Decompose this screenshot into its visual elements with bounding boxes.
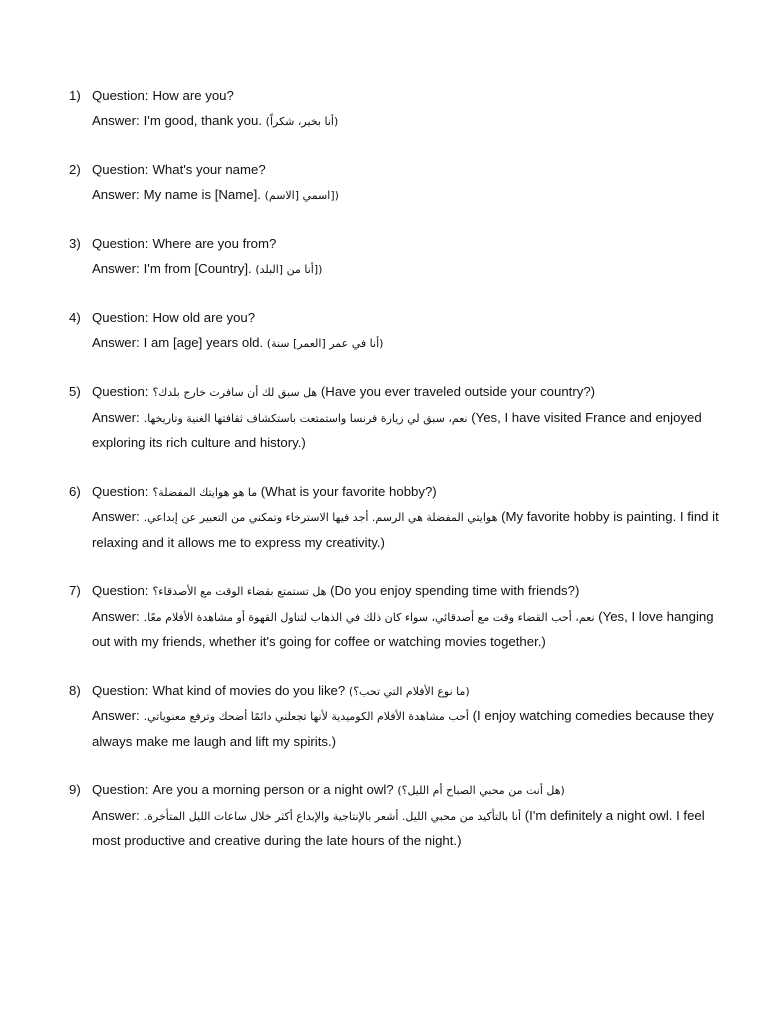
answer-line <box>92 704 729 754</box>
qa-list <box>69 84 729 878</box>
answer-prefix: Answer: <box>92 186 140 202</box>
item-number: 1) <box>69 88 81 103</box>
answer-arabic: هوايتي المفضلة هي الرسم. أجد فيها الاسترخاء وتمكني من التعبير عن إبداعي. <box>143 511 498 524</box>
answer-line <box>92 406 729 456</box>
answer-english: My name is [Name]. <box>143 186 261 202</box>
answer-arabic: أنا بالتأكيد من محبي الليل. أشعر بالإنتاجية والإبداع أكثر خلال ساعات الليل المتأخرة. <box>143 809 522 823</box>
item-number: 9) <box>69 782 81 797</box>
item-number: 5) <box>69 384 81 399</box>
qa-body <box>92 679 729 755</box>
question-line <box>92 778 729 804</box>
question-line <box>92 84 729 109</box>
question-arabic: ما هو هوايتك المفضلة؟ <box>152 485 258 499</box>
answer-line <box>92 605 729 655</box>
answer-arabic: نعم، أحب القضاء وقت مع أصدقائي، سواء كان ذلك في الذهاب لتناول القهوة أو مشاهدة الأفلام معًا. <box>143 610 595 624</box>
question-line <box>92 679 729 705</box>
answer-english: I'm from [Country]. <box>143 260 252 276</box>
answer-line <box>92 331 729 357</box>
qa-item <box>69 778 729 854</box>
item-number: 2) <box>69 162 81 177</box>
answer-prefix: Answer: <box>92 509 140 524</box>
question-line <box>92 480 729 506</box>
qa-body <box>92 232 729 282</box>
question-line <box>92 306 729 331</box>
answer-english: (I'm definitely a night owl. I feel most productive and creative during the late hours of the night.) <box>92 807 705 848</box>
answer-prefix: Answer: <box>92 409 140 425</box>
question-arabic: (ما نوع الأفلام التي تحب؟) <box>348 684 470 698</box>
question-line <box>92 232 729 257</box>
answer-arabic: أحب مشاهدة الأفلام الكوميدية لأنها تجعلني دائمًا أضحك وترفع معنوياتي. <box>143 710 469 723</box>
qa-item <box>69 380 729 456</box>
question-line <box>92 579 729 605</box>
answer-prefix: Answer: <box>92 260 140 276</box>
question-prefix: Question: <box>92 162 149 177</box>
question-english: (Have you ever traveled outside your country?) <box>320 384 596 399</box>
answer-line <box>92 804 729 854</box>
answer-prefix: Answer: <box>92 608 140 624</box>
qa-item <box>69 158 729 208</box>
answer-prefix: Answer: <box>92 334 140 350</box>
answer-english: (I enjoy watching comedies because they always make me laugh and lift my spirits.) <box>92 708 714 749</box>
qa-body <box>92 579 729 655</box>
qa-body <box>92 158 729 208</box>
question-text: How are you? <box>152 88 234 103</box>
question-text: How old are you? <box>152 310 256 325</box>
answer-arabic: (أنا بخير، شكراً) <box>265 114 339 128</box>
qa-body <box>92 306 729 356</box>
question-prefix: Question: <box>92 384 149 399</box>
question-english: (What is your favorite hobby?) <box>260 483 437 499</box>
item-number: 4) <box>69 310 81 325</box>
answer-arabic: ([اسمي [الاسم) <box>264 188 339 202</box>
question-text: Where are you from? <box>152 236 277 251</box>
question-arabic: هل سبق لك أن سافرت خارج بلدك؟ <box>152 386 318 399</box>
answer-english: (Yes, I have visited France and enjoyed exploring its rich culture and history.) <box>92 409 702 450</box>
question-prefix: Question: <box>92 310 149 325</box>
answer-arabic: ([أنا من [البلد) <box>255 262 323 276</box>
question-english: (Do you enjoy spending time with friends?) <box>330 583 580 598</box>
answer-english: (Yes, I love hanging out with my friends, whether it's going for coffee or watching movies together.) <box>92 608 714 649</box>
answer-arabic: نعم، سبق لي زيارة فرنسا واستمتعت باستكشاف ثقافتها الغنية وتاريخها. <box>143 411 468 425</box>
answer-line <box>92 109 729 135</box>
question-english: Are you a morning person or a night owl? <box>152 782 394 797</box>
qa-item <box>69 306 729 356</box>
answer-prefix: Answer: <box>92 112 140 128</box>
answer-prefix: Answer: <box>92 708 140 723</box>
answer-english: I'm good, thank you. <box>143 112 262 128</box>
qa-body <box>92 84 729 134</box>
question-prefix: Question: <box>92 236 149 251</box>
question-prefix: Question: <box>92 782 149 797</box>
answer-prefix: Answer: <box>92 807 140 823</box>
qa-body <box>92 480 729 556</box>
qa-item <box>69 579 729 655</box>
question-prefix: Question: <box>92 88 149 103</box>
answer-line <box>92 505 729 555</box>
item-number: 7) <box>69 583 81 598</box>
question-english: What kind of movies do you like? <box>152 682 346 698</box>
qa-body <box>92 380 729 456</box>
answer-line <box>92 183 729 209</box>
item-number: 6) <box>69 483 81 499</box>
qa-body <box>92 778 729 854</box>
question-arabic: هل تستمتع بقضاء الوقت مع الأصدقاء؟ <box>152 585 327 598</box>
question-line <box>92 158 729 183</box>
qa-item <box>69 480 729 556</box>
qa-item <box>69 679 729 755</box>
question-prefix: Question: <box>92 682 149 698</box>
answer-line <box>92 257 729 283</box>
answer-arabic: (أنا في عمر [العمر] سنة) <box>266 336 384 350</box>
item-number: 8) <box>69 682 81 698</box>
question-prefix: Question: <box>92 483 149 499</box>
answer-english: I am [age] years old. <box>143 334 264 350</box>
question-prefix: Question: <box>92 583 149 598</box>
question-arabic: (هل أنت من محبي الصباح أم الليل؟) <box>397 784 565 797</box>
qa-item <box>69 84 729 134</box>
qa-item <box>69 232 729 282</box>
item-number: 3) <box>69 236 81 251</box>
question-text: What's your name? <box>152 162 266 177</box>
question-line <box>92 380 729 406</box>
answer-english: (My favorite hobby is painting. I find it relaxing and it allows me to express my creativity.) <box>92 509 719 550</box>
